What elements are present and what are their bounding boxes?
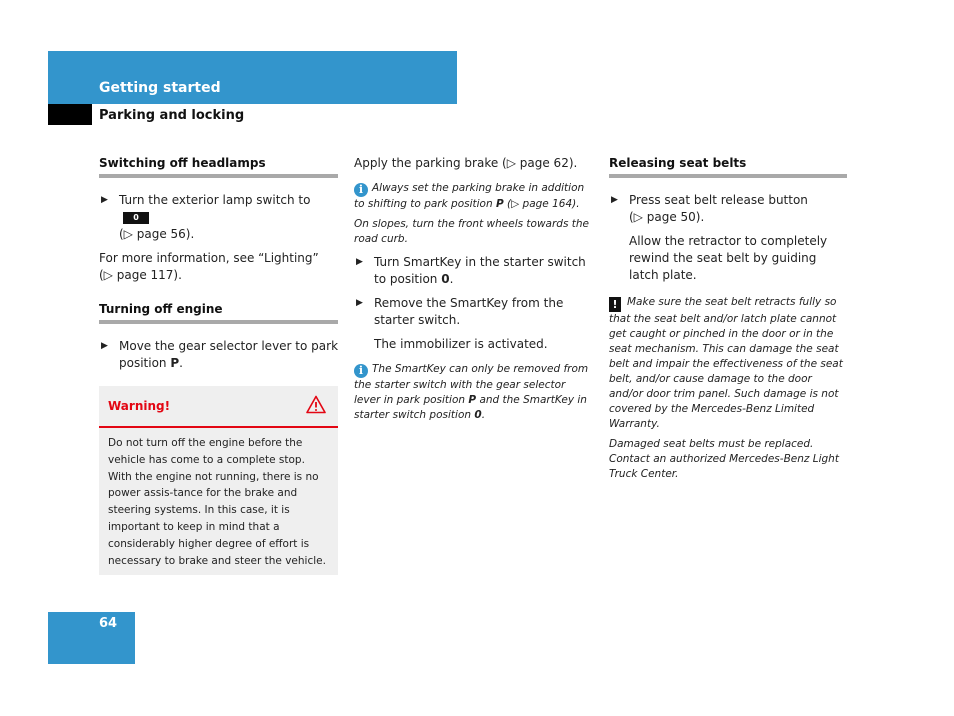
section-title: Getting started [99, 80, 221, 96]
remove-key-step [354, 295, 594, 329]
slope-note: On slopes, turn the front wheels towards the road curb. [354, 218, 590, 245]
smartkey-note-end: . [481, 409, 486, 421]
warning-triangle-icon [306, 395, 326, 414]
warning-box [99, 386, 338, 575]
smartkey-step-end: . [449, 272, 454, 286]
smartkey-note-text1: The SmartKey can only be removed from the starter switch with the gear selector lever in park position [354, 363, 589, 406]
brake-note-ref: (▷ page 164). [507, 198, 580, 210]
seatbelt-step-line1: Press seat belt release button [629, 193, 808, 207]
triangle-bullet-icon: ▶ [101, 341, 108, 351]
column-middle [354, 155, 594, 423]
engine-gear: P [170, 356, 180, 370]
brake-note-gear: P [495, 198, 504, 210]
column-right [609, 155, 847, 482]
triangle-bullet-icon: ▶ [356, 257, 363, 267]
warning-header [99, 386, 338, 428]
immobilizer-result: The immobilizer is activated. [374, 337, 548, 351]
more-info [99, 250, 338, 284]
smartkey-note-text2: and the SmartKey in starter switch position [354, 394, 587, 421]
seatbelt-caution [609, 295, 847, 432]
triangle-bullet-icon: ▶ [356, 298, 363, 308]
engine-step-text: Move the gear selector lever to park position [119, 339, 339, 370]
engine-step [99, 338, 338, 372]
seatbelt-step-line2: (▷ page 50). [629, 210, 705, 224]
brake-note-text: Always set the parking brake in addition to shifting to park position [354, 182, 585, 210]
engine-heading: Turning off engine [99, 301, 338, 324]
header-band [48, 51, 457, 104]
triangle-bullet-icon: ▶ [611, 195, 618, 205]
section-marker [48, 104, 92, 125]
smartkey-note [354, 362, 594, 423]
warning-label: Warning! [108, 399, 171, 413]
headlamps-step [99, 192, 338, 243]
remove-key-step-text: Remove the SmartKey from the starter switch. [374, 296, 564, 327]
smartkey-step-text: Turn SmartKey in the starter switch to position [374, 255, 586, 286]
retract-instruction: Allow the retractor to completely rewind the seat belt by guiding latch plate. [629, 234, 828, 282]
caution-icon: ! [609, 297, 621, 312]
headlamps-step-ref: (▷ page 56). [119, 227, 195, 241]
smartkey-note-gear: P [468, 394, 477, 406]
damaged-belts-note: Damaged seat belts must be replaced. Contact an authorized Mercedes-Benz Light Truck Center. [609, 438, 839, 480]
more-info-line2: (▷ page 117). [99, 268, 182, 282]
brake-note [354, 181, 594, 212]
smartkey-step [354, 254, 594, 288]
info-icon: i [354, 364, 368, 378]
smartkey-note-position: 0 [474, 409, 482, 421]
apply-brake: Apply the parking brake (▷ page 62). [354, 156, 578, 170]
lamp-switch-position-badge: 0 [123, 212, 149, 224]
triangle-bullet-icon: ▶ [101, 195, 108, 205]
more-info-line1: For more information, see “Lighting” [99, 251, 319, 265]
subsection-title: Parking and locking [99, 108, 245, 123]
page-number-band [48, 612, 135, 664]
headlamps-heading: Switching off headlamps [99, 155, 338, 178]
info-icon: i [354, 183, 368, 197]
page-number: 64 [99, 616, 118, 631]
smartkey-position: 0 [441, 272, 450, 286]
headlamps-step-text: Turn the exterior lamp switch to [119, 193, 311, 207]
seatbelt-caution-text: Make sure the seat belt retracts fully so that the seat belt and/or latch plate cannot get caught or pinched in the door or in the seat mechanism. This can damage the seat belt and impair the effectiveness of the seat belt, and/or cause damage to the door and/or door trim panel. Such damage is not covered by the Mercedes-Benz Limited Warranty. [609, 296, 843, 430]
warning-body: Do not turn off the engine before the vehicle has come to a complete stop. With the engine not running, there is no power assis-tance for the brake and steering systems. In this case, it is important to keep in mind that a considerably higher degree of effort is necessary to brake and steer the vehicle. [108, 437, 326, 567]
engine-step-end: . [179, 356, 183, 370]
column-left [99, 155, 338, 575]
seatbelt-heading: Releasing seat belts [609, 155, 847, 178]
seatbelt-step [609, 192, 847, 226]
